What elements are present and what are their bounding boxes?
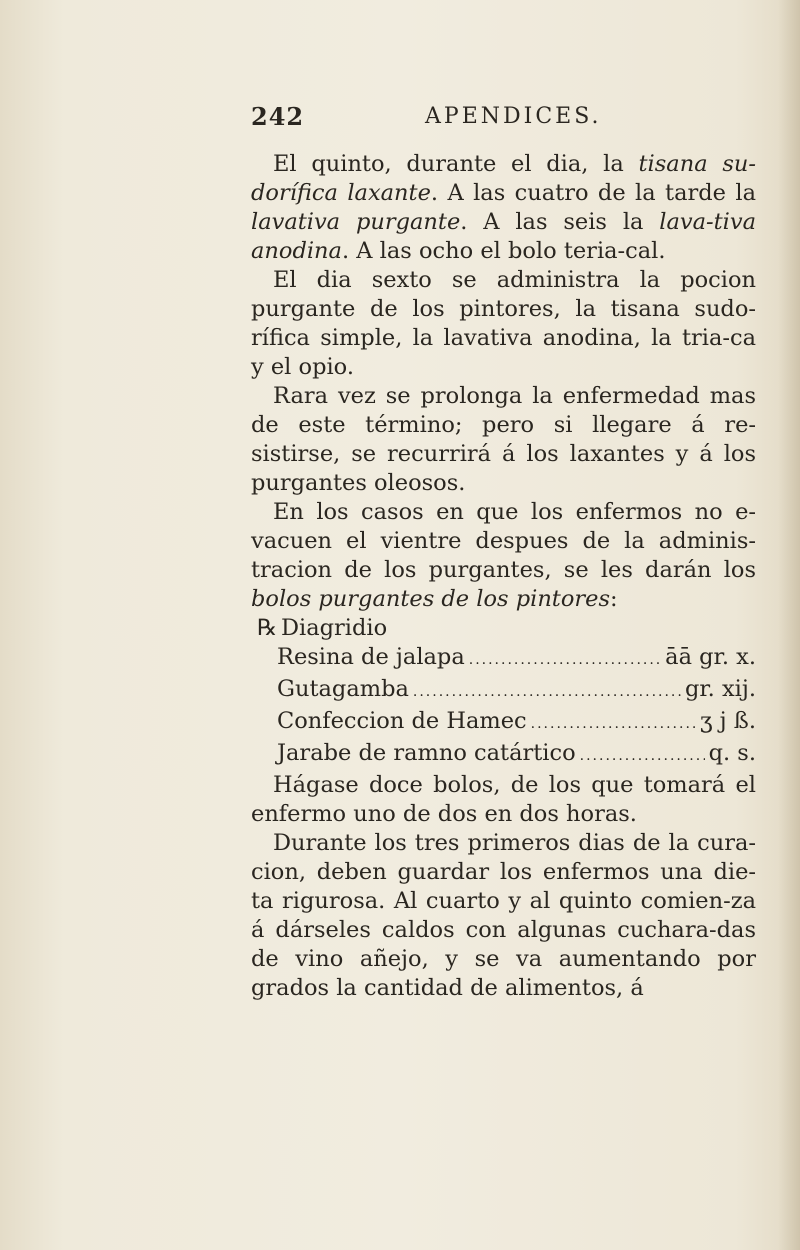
prescription-heading-text: Diagridio (281, 615, 388, 641)
paragraph-4 (251, 498, 756, 614)
paragraph-1 (251, 150, 756, 266)
ingredient-dose: gr. xij. (684, 676, 756, 702)
dot-leader (469, 646, 661, 675)
paragraph-3: Rara vez se prolonga la enfermedad mas de este término; pero si llegare á re-sistirse, se recurrirá á los laxantes y á los purgantes oleosos. (251, 383, 756, 496)
ingredient-name: Gutagamba (277, 676, 409, 702)
paragraph-6: Durante los tres primeros dias de la cura-cion, deben guardar los enfermos una die-ta rigurosa. Al cuarto y al quinto comien-za á dárseles caldos con algunas cuchara-das de vino añejo, y se va aumentando por grados la cantidad de alimentos, á (251, 830, 756, 1001)
ingredient-dose: ʒ j ß. (699, 708, 756, 734)
italic-term: tisana su-dorífica laxante (251, 151, 756, 206)
page-number: 242 (251, 102, 305, 131)
paragraph-5: Hágase doce bolos, de los que tomará el enfermo uno de dos en dos horas. (251, 772, 756, 827)
recipe-symbol: ℞ (257, 615, 278, 641)
text-run: . A las ocho el bolo teria-cal. (341, 238, 666, 264)
page-edge-shadow (778, 0, 800, 1250)
italic-term: bolos purgantes de los pintores (251, 586, 611, 612)
italic-term: lavativa purgante (251, 209, 461, 235)
prescription-item (277, 707, 756, 739)
dot-leader (580, 742, 705, 771)
prescription-item (277, 739, 756, 771)
ingredient-name: Resina de jalapa (277, 644, 465, 670)
ingredient-dose: q. s. (708, 740, 756, 766)
prescription-item (277, 643, 756, 675)
text-run: El quinto, durante el dia, la (273, 151, 639, 177)
ingredient-name: Confeccion de Hamec (277, 708, 527, 734)
dot-leader (413, 678, 681, 707)
running-head: APENDICES. (425, 104, 602, 129)
text-run: En los casos en que los enfermos no e-vacuen el vientre despues de la adminis-tracion de los purgantes, se les darán los (251, 499, 756, 583)
prescription-heading (251, 614, 756, 643)
ingredient-dose: āā gr. x. (665, 644, 756, 670)
page-header (193, 102, 753, 142)
body-text (251, 150, 756, 1003)
dot-leader (531, 710, 696, 739)
prescription-item (277, 675, 756, 707)
text-run: . A las seis la (460, 209, 660, 235)
italic-term: lava-tiva anodina (251, 209, 756, 264)
text-run: . A las cuatro de la tarde la (430, 180, 756, 206)
text-run: : (610, 586, 618, 612)
ingredient-name: Jarabe de ramno catártico (277, 740, 576, 766)
paragraph-2: El dia sexto se administra la pocion purgante de los pintores, la tisana sudo-rífica simple, la lavativa anodina, la tria-ca y el opio. (251, 267, 756, 380)
prescription (251, 614, 756, 771)
